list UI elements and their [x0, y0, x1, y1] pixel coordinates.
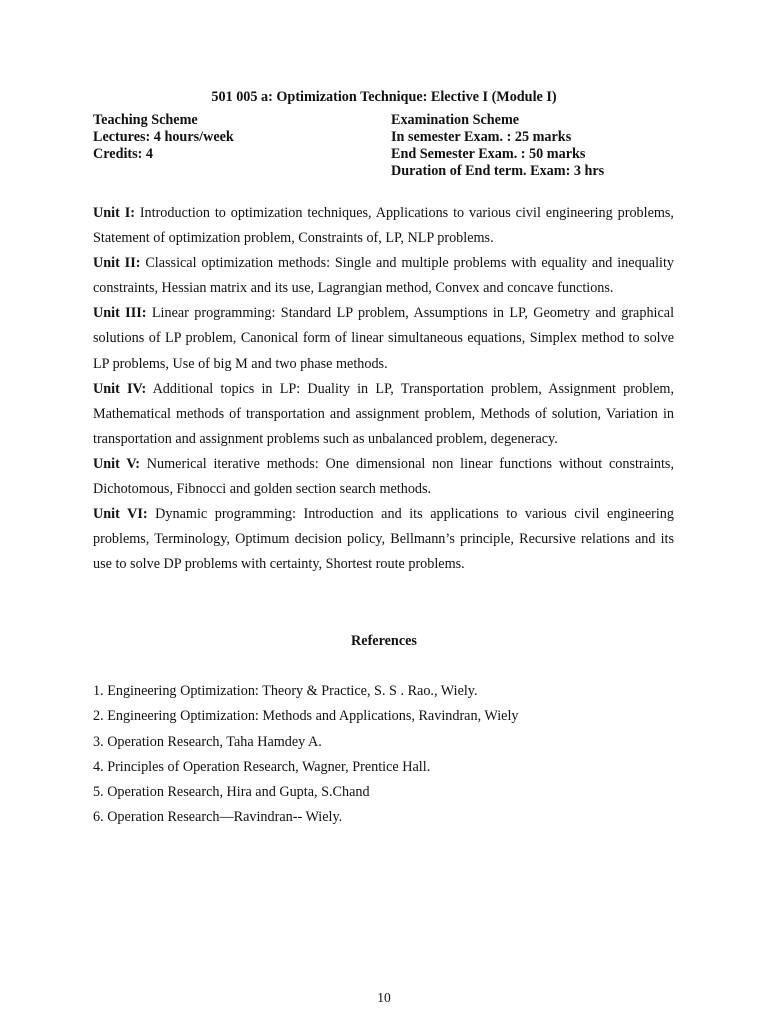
scheme-block — [93, 112, 674, 180]
teaching-scheme-line: Credits: 4 — [93, 146, 154, 162]
reference-item: 4. Principles of Operation Research, Wagner, Prentice Hall. — [93, 758, 431, 775]
examination-scheme-line: End Semester Exam. : 50 marks — [391, 146, 586, 162]
unit-paragraph — [93, 452, 674, 502]
examination-scheme — [391, 112, 674, 180]
examination-scheme-heading: Examination Scheme — [391, 112, 520, 128]
examination-scheme-line: Duration of End term. Exam: 3 hrs — [391, 163, 605, 179]
unit-paragraph — [93, 502, 674, 577]
unit-text: Classical optimization methods: Single and multiple problems with equality and inequality constraints, Hessian matrix and its use, Lagrangian method, Convex and concave functions. — [93, 255, 674, 297]
reference-item: 1. Engineering Optimization: Theory & Practice, S. S . Rao., Wiely. — [93, 683, 478, 699]
unit-label: Unit IV: — [93, 380, 147, 397]
unit-paragraph — [93, 201, 674, 251]
reference-item: 6. Operation Research—Ravindran-- Wiely. — [93, 809, 343, 826]
syllabus-units — [93, 201, 674, 577]
unit-paragraph — [93, 377, 674, 452]
unit-text: Introduction to optimization techniques, Applications to various civil engineering problems, Statement of optimization problem, Constraints of, LP, NLP problems. — [93, 205, 674, 247]
unit-text: Additional topics in LP: Duality in LP, Transportation problem, Assignment problem, Mathematical methods of transportation and assignment problem, Methods of solution, Variation in transportation and assignment problems such as unbalanced problem, degeneracy. — [93, 380, 674, 447]
teaching-scheme — [93, 112, 391, 180]
unit-label: Unit I: — [93, 205, 135, 221]
unit-text: Linear programming: Standard LP problem, Assumptions in LP, Geometry and graphical solutions of LP problem, Canonical form of linear simultaneous equations, Simplex method to solve LP problems, Use of big M and two phase methods. — [93, 305, 675, 372]
teaching-scheme-line: Lectures: 4 hours/week — [93, 129, 234, 145]
unit-paragraph — [93, 301, 674, 376]
unit-text: Numerical iterative methods: One dimensional non linear functions without constraints, Dichotomous, Fibnocci and golden section search methods. — [93, 455, 675, 498]
unit-label: Unit III: — [93, 305, 147, 322]
teaching-scheme-heading: Teaching Scheme — [93, 112, 198, 128]
reference-item: 2. Engineering Optimization: Methods and Applications, Ravindran, Wiely — [93, 708, 519, 725]
unit-label: Unit II: — [93, 255, 141, 272]
references-heading: References — [351, 633, 417, 649]
examination-scheme-line: In semester Exam. : 25 marks — [391, 129, 572, 145]
document-title: 501 005 a: Optimization Technique: Elective I (Module I) — [211, 89, 557, 105]
reference-item: 3. Operation Research, Taha Hamdey A. — [93, 733, 322, 750]
unit-label: Unit VI: — [93, 506, 148, 523]
unit-text: Dynamic programming: Introduction and its applications to various civil engineering problems, Terminology, Optimum decision policy, Bellmann’s principle, Recursive relations and its use to solve DP problems with certainty, Shortest route problems. — [93, 506, 674, 573]
page-number: 10 — [377, 990, 391, 1005]
unit-label: Unit V: — [93, 455, 141, 472]
references-list — [93, 679, 674, 831]
unit-paragraph — [93, 251, 674, 301]
reference-item: 5. Operation Research, Hira and Gupta, S.Chand — [93, 784, 370, 801]
